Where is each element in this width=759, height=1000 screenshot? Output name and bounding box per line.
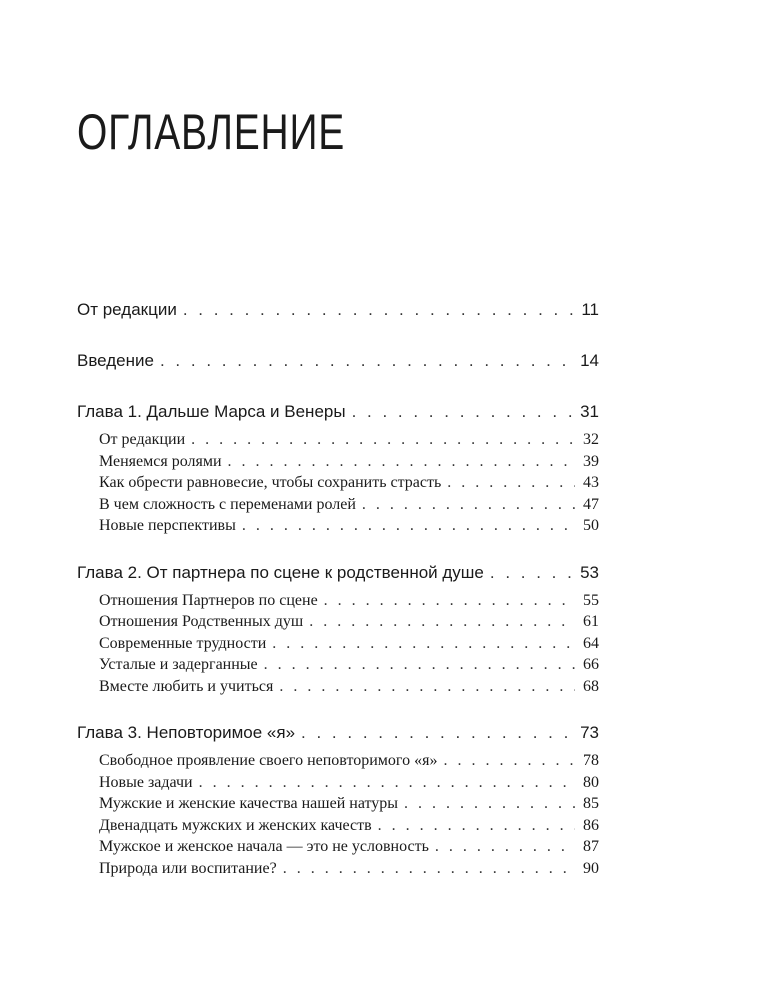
toc-chapter-label: Глава 3. Неповторимое «я»	[77, 723, 296, 742]
dot-leader	[352, 402, 573, 422]
dot-leader	[404, 795, 575, 813]
dot-leader	[199, 774, 575, 792]
toc-section-label: Мужские и женские качества нашей натуры	[99, 795, 399, 812]
toc-section-label: Как обрести равновесие, чтобы сохранить страсть	[99, 474, 442, 491]
toc-section-label: Новые перспективы	[99, 517, 236, 534]
dot-leader	[160, 351, 572, 371]
toc-entry-page: 66	[583, 656, 599, 673]
page-title: ОГЛАВЛЕНИЕ	[77, 104, 346, 160]
dot-leader	[378, 817, 575, 835]
toc-entry-page: 43	[583, 474, 599, 491]
toc-entry-page: 73	[580, 723, 599, 742]
toc-section-label: Отношения Партнеров по сцене	[99, 591, 318, 609]
toc-entry-page: 55	[583, 591, 599, 609]
toc-entry-label: От редакции	[77, 300, 177, 319]
toc-section[interactable]	[99, 752, 599, 774]
toc-section[interactable]	[99, 474, 599, 496]
dot-leader	[362, 496, 575, 514]
toc-section[interactable]	[99, 496, 599, 518]
toc-section[interactable]	[99, 613, 599, 635]
dot-leader	[242, 517, 575, 535]
toc-section-label: Отношения Родственных душ	[99, 613, 304, 630]
toc-section-label: Меняемся ролями	[99, 452, 222, 470]
toc-section[interactable]	[99, 817, 599, 839]
toc-entry-page: 78	[583, 752, 599, 769]
toc-entry-page: 53	[580, 562, 599, 582]
dot-leader	[279, 678, 575, 696]
toc-section[interactable]	[99, 774, 599, 796]
toc-section-label: Мужское и женское начала — это не условность	[99, 838, 429, 855]
toc-entry-page: 31	[580, 402, 599, 421]
toc-entry-page: 61	[583, 613, 599, 630]
toc-section[interactable]	[99, 795, 599, 817]
toc-section[interactable]	[99, 431, 599, 453]
table-of-contents	[77, 300, 599, 881]
toc-section-label: Природа или воспитание?	[99, 859, 277, 877]
toc-entry-page: 47	[583, 495, 599, 513]
dot-leader	[443, 752, 575, 770]
toc-section-label: Современные трудности	[99, 634, 267, 652]
toc-entry-page: 50	[583, 517, 599, 534]
toc-section[interactable]	[99, 453, 599, 475]
toc-entry-page: 86	[583, 816, 599, 834]
toc-section[interactable]	[99, 656, 599, 678]
toc-entry-page: 32	[583, 431, 599, 448]
toc-section[interactable]	[99, 838, 599, 860]
toc-section[interactable]	[99, 635, 599, 657]
toc-entry-page: 64	[583, 634, 599, 652]
toc-section-label: Новые задачи	[99, 773, 193, 791]
dot-leader	[264, 656, 575, 674]
toc-section-label: Двенадцать мужских и женских качеств	[99, 816, 372, 834]
toc-entry-page: 68	[583, 677, 599, 695]
dot-leader	[447, 474, 575, 492]
toc-entry-label: Введение	[77, 351, 154, 370]
dot-leader	[183, 300, 574, 320]
toc-section[interactable]	[99, 678, 599, 700]
toc-chapter-1[interactable]	[77, 402, 599, 427]
toc-entry-page: 85	[583, 795, 599, 812]
toc-section-label: Вместе любить и учиться	[99, 677, 274, 695]
toc-entry-page: 11	[581, 300, 599, 319]
toc-section-label: Усталые и задерганные	[99, 656, 258, 673]
dot-leader	[283, 860, 575, 878]
dot-leader	[228, 453, 575, 471]
toc-entry-page: 39	[583, 452, 599, 470]
toc-section[interactable]	[99, 517, 599, 539]
dot-leader	[301, 723, 572, 743]
toc-section[interactable]	[99, 592, 599, 614]
toc-chapter-label: Глава 2. От партнера по сцене к родственной душе	[77, 562, 484, 582]
toc-section-label: В чем сложность с переменами ролей	[99, 495, 356, 513]
toc-section-label: Свободное проявление своего неповторимого «я»	[99, 752, 438, 769]
toc-entry-page: 14	[580, 351, 599, 370]
toc-entry-page: 90	[583, 859, 599, 877]
dot-leader	[309, 613, 575, 631]
dot-leader	[191, 431, 575, 449]
toc-entry-page: 87	[583, 838, 599, 855]
dot-leader	[272, 635, 575, 653]
dot-leader	[490, 563, 572, 583]
toc-chapter-3[interactable]	[77, 723, 599, 748]
toc-section[interactable]	[99, 860, 599, 882]
dot-leader	[324, 592, 575, 610]
toc-chapter-label: Глава 1. Дальше Марса и Венеры	[77, 402, 346, 421]
toc-entry-page: 80	[583, 773, 599, 791]
toc-entry-front-editorial[interactable]	[77, 300, 599, 325]
toc-entry-introduction[interactable]	[77, 351, 599, 376]
dot-leader	[435, 838, 575, 856]
toc-section-label: От редакции	[99, 431, 186, 448]
toc-chapter-2[interactable]	[77, 563, 599, 588]
